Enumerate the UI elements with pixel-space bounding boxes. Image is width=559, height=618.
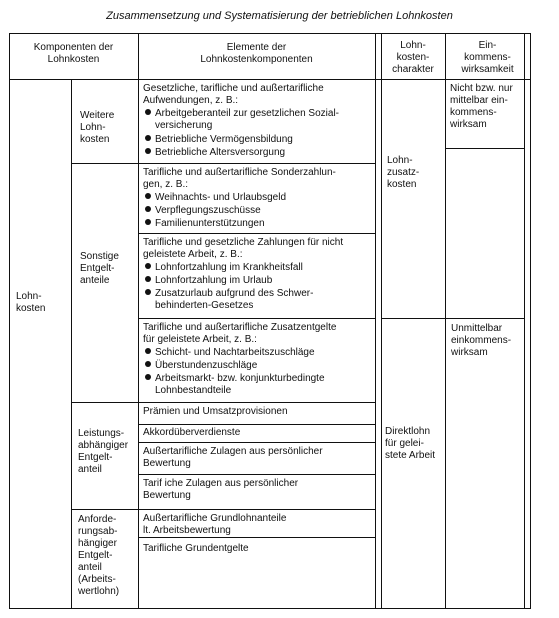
unmittelbar-wirksam-line-1: Unmittelbar xyxy=(451,323,503,334)
anforderung-entgelt-line-4: Entgelt- xyxy=(78,550,113,561)
lohnkosten-label-line-1: Lohn- xyxy=(16,291,42,302)
header-charakter-line-1: Lohn- xyxy=(400,40,426,51)
col3-separator-5 xyxy=(138,474,376,475)
e4-intro-line-2: für geleistete Arbeit, z. B.: xyxy=(143,334,257,345)
leistung-entgelt-line-3: Entgelt- xyxy=(78,452,113,463)
bullet-icon xyxy=(145,206,151,212)
col3-separator-3 xyxy=(138,424,376,425)
e4-bullet-3 xyxy=(145,373,325,385)
e2-bullet-1-text: Weihnachts- und Urlaubsgeld xyxy=(155,192,287,203)
header-wirksamkeit-line-2: kommens- xyxy=(464,52,511,63)
lohnzusatzkosten-line-1: Lohn- xyxy=(387,155,413,166)
weitere-lohnkosten-line-1: Weitere xyxy=(80,110,115,121)
table-border-bottom xyxy=(9,608,530,609)
e1-bullet-1 xyxy=(145,108,339,120)
header-charakter-line-2: kosten- xyxy=(396,52,430,63)
anforderung-entgelt-line-3: hängiger xyxy=(78,538,117,549)
e4-bullet-2-text: Überstundenzuschläge xyxy=(155,360,258,371)
e4-bullet-2 xyxy=(145,360,257,372)
e2-bullet-3 xyxy=(145,218,265,230)
bullet-icon xyxy=(145,148,151,154)
e2-bullet-1 xyxy=(145,192,286,204)
anforderung-entgelt-line-1: Anforde- xyxy=(78,514,117,525)
unmittelbar-wirksam-line-3: wirksam xyxy=(451,347,488,358)
bullet-icon xyxy=(145,276,151,282)
e8-text-line-1: Tarif iche Zulagen aus persönlicher xyxy=(143,478,299,489)
bullet-icon xyxy=(145,219,151,225)
bullet-icon xyxy=(145,289,151,295)
e1-bullet-3-text: Betriebliche Altersversorgung xyxy=(155,147,286,158)
col5-separator-2 xyxy=(445,318,525,319)
bullet-icon xyxy=(145,361,151,367)
e3-bullet-3-text: Zusatzurlaub aufgrund des Schwer- xyxy=(155,288,314,299)
header-charakter-line-3: charakter xyxy=(392,64,434,75)
bullet-icon xyxy=(145,263,151,269)
col3-separator-2 xyxy=(138,318,376,319)
lohnzusatzkosten-line-2: zusatz- xyxy=(387,167,420,178)
e3-bullet-3-cont: behinderten-Gesetzes xyxy=(155,300,254,311)
e2-intro-line-2: gen, z. B.: xyxy=(143,179,189,190)
document-title: Zusammensetzung und Systematisierung der betrieblichen Lohnkosten xyxy=(106,10,453,22)
bullet-icon xyxy=(145,374,151,380)
leistung-entgelt-line-1: Leistungs- xyxy=(78,428,125,439)
e4-bullet-1 xyxy=(145,347,315,359)
e1-bullet-1-cont: versicherung xyxy=(155,120,213,131)
nicht-wirksam-line-1: Nicht bzw. nur xyxy=(450,83,513,94)
e2-bullet-3-text: Familienunterstützungen xyxy=(155,218,265,229)
e1-intro-line-2: Aufwendungen, z. B.: xyxy=(143,95,239,106)
bullet-icon xyxy=(145,135,151,141)
header-komponenten-line-1: Komponenten der xyxy=(33,42,114,53)
direktlohn-line-2: für gelei- xyxy=(385,438,424,449)
col3-separator-6 xyxy=(138,537,376,538)
header-elemente-line-2: Lohnkostenkomponenten xyxy=(200,54,313,65)
column-divider-3 xyxy=(375,33,376,609)
weitere-lohnkosten-line-2: Lohn- xyxy=(80,122,106,133)
bullet-icon xyxy=(145,193,151,199)
column-divider-6 xyxy=(524,33,525,609)
table-border-right xyxy=(530,33,531,609)
col2-separator-2 xyxy=(71,402,376,403)
header-separator xyxy=(9,79,530,80)
column-divider-2 xyxy=(138,33,139,609)
header-wirksamkeit-line-3: wirksamkeit xyxy=(461,64,514,75)
e1-intro-line-1: Gesetzliche, tarifliche und außertarifliche xyxy=(143,83,324,94)
e3-bullet-2 xyxy=(145,275,272,287)
anforderung-entgelt-line-6: (Arbeits- xyxy=(78,574,116,585)
header-elemente-line-1: Elemente der xyxy=(226,42,287,53)
e4-bullet-3-text: Arbeitsmarkt- bzw. konjunkturbedingte xyxy=(155,373,325,384)
e4-bullet-1-text: Schicht- und Nachtarbeitszuschläge xyxy=(155,347,315,358)
col2-separator-1 xyxy=(71,163,376,164)
e3-bullet-1-text: Lohnfortzahlung im Krankheitsfall xyxy=(155,262,303,273)
bullet-icon xyxy=(145,348,151,354)
col2-separator-3 xyxy=(71,509,376,510)
bullet-icon xyxy=(145,109,151,115)
header-wirksamkeit-line-1: Ein- xyxy=(478,40,497,51)
e3-bullet-1 xyxy=(145,262,303,274)
table-border-left xyxy=(9,33,10,609)
e9-text-line-2: lt. Arbeitsbewertung xyxy=(143,525,231,536)
table-border-top xyxy=(9,33,530,34)
e1-bullet-3 xyxy=(145,147,285,159)
column-divider-5 xyxy=(445,33,446,609)
anforderung-entgelt-line-2: rungsab- xyxy=(78,526,118,537)
e7-text-line-1: Außertarifliche Zulagen aus persönlicher xyxy=(143,446,323,457)
e9-text-line-1: Außertarifliche Grundlohnanteile xyxy=(143,513,287,524)
leistung-entgelt-line-2: abhängiger xyxy=(78,440,129,451)
e3-intro-line-1: Tarifliche und gesetzliche Zahlungen für nicht xyxy=(143,237,344,248)
col3-separator-1 xyxy=(138,233,376,234)
nicht-wirksam-line-2: mittelbar ein- xyxy=(450,95,508,106)
col3-separator-4 xyxy=(138,442,376,443)
e10-text: Tarifliche Grundentgelte xyxy=(143,543,249,554)
e7-text-line-2: Bewertung xyxy=(143,458,191,469)
anforderung-entgelt-line-7: wertlohn) xyxy=(78,586,120,597)
e3-bullet-2-text: Lohnfortzahlung im Urlaub xyxy=(155,275,273,286)
e4-bullet-3-cont: Lohnbestandteile xyxy=(155,385,232,396)
e6-text: Akkordüberverdienste xyxy=(143,427,241,438)
col5-separator-1 xyxy=(445,148,525,149)
e1-bullet-1-text: Arbeitgeberanteil zur gesetzlichen Sozial- xyxy=(155,108,339,119)
e1-bullet-2 xyxy=(145,134,293,146)
anforderung-entgelt-line-5: anteil xyxy=(78,562,102,573)
e3-intro-line-2: geleistete Arbeit, z. B.: xyxy=(143,249,243,260)
leistung-entgelt-line-4: anteil xyxy=(78,464,102,475)
e2-bullet-2 xyxy=(145,205,261,217)
lohnzusatzkosten-line-3: kosten xyxy=(387,179,417,190)
unmittelbar-wirksam-line-2: einkommens- xyxy=(451,335,512,346)
e5-text: Prämien und Umsatzprovisionen xyxy=(143,406,288,417)
header-komponenten-line-2: Lohnkosten xyxy=(47,54,100,65)
column-divider-1 xyxy=(71,79,72,609)
sonstige-entgelt-line-3: anteile xyxy=(80,275,110,286)
e4-intro-line-1: Tarifliche und außertarifliche Zusatzentgelte xyxy=(143,322,337,333)
nicht-wirksam-line-3: kommens- xyxy=(450,107,497,118)
direktlohn-line-3: stete Arbeit xyxy=(385,450,436,461)
e2-bullet-2-text: Verpflegungszuschüsse xyxy=(155,205,261,216)
e8-text-line-2: Bewertung xyxy=(143,490,191,501)
direktlohn-line-1: Direktlohn xyxy=(385,426,431,437)
sonstige-entgelt-line-1: Sonstige xyxy=(80,251,119,262)
weitere-lohnkosten-line-3: kosten xyxy=(80,134,110,145)
e3-bullet-3 xyxy=(145,288,313,300)
sonstige-entgelt-line-2: Entgelt- xyxy=(80,263,115,274)
col4-separator xyxy=(381,318,446,319)
lohnkosten-label-line-2: kosten xyxy=(16,303,46,314)
e2-intro-line-1: Tarifliche und außertarifliche Sonderzahlun- xyxy=(143,167,336,178)
nicht-wirksam-line-4: wirksam xyxy=(450,119,487,130)
column-divider-4 xyxy=(381,33,382,609)
e1-bullet-2-text: Betriebliche Vermögensbildung xyxy=(155,134,293,145)
